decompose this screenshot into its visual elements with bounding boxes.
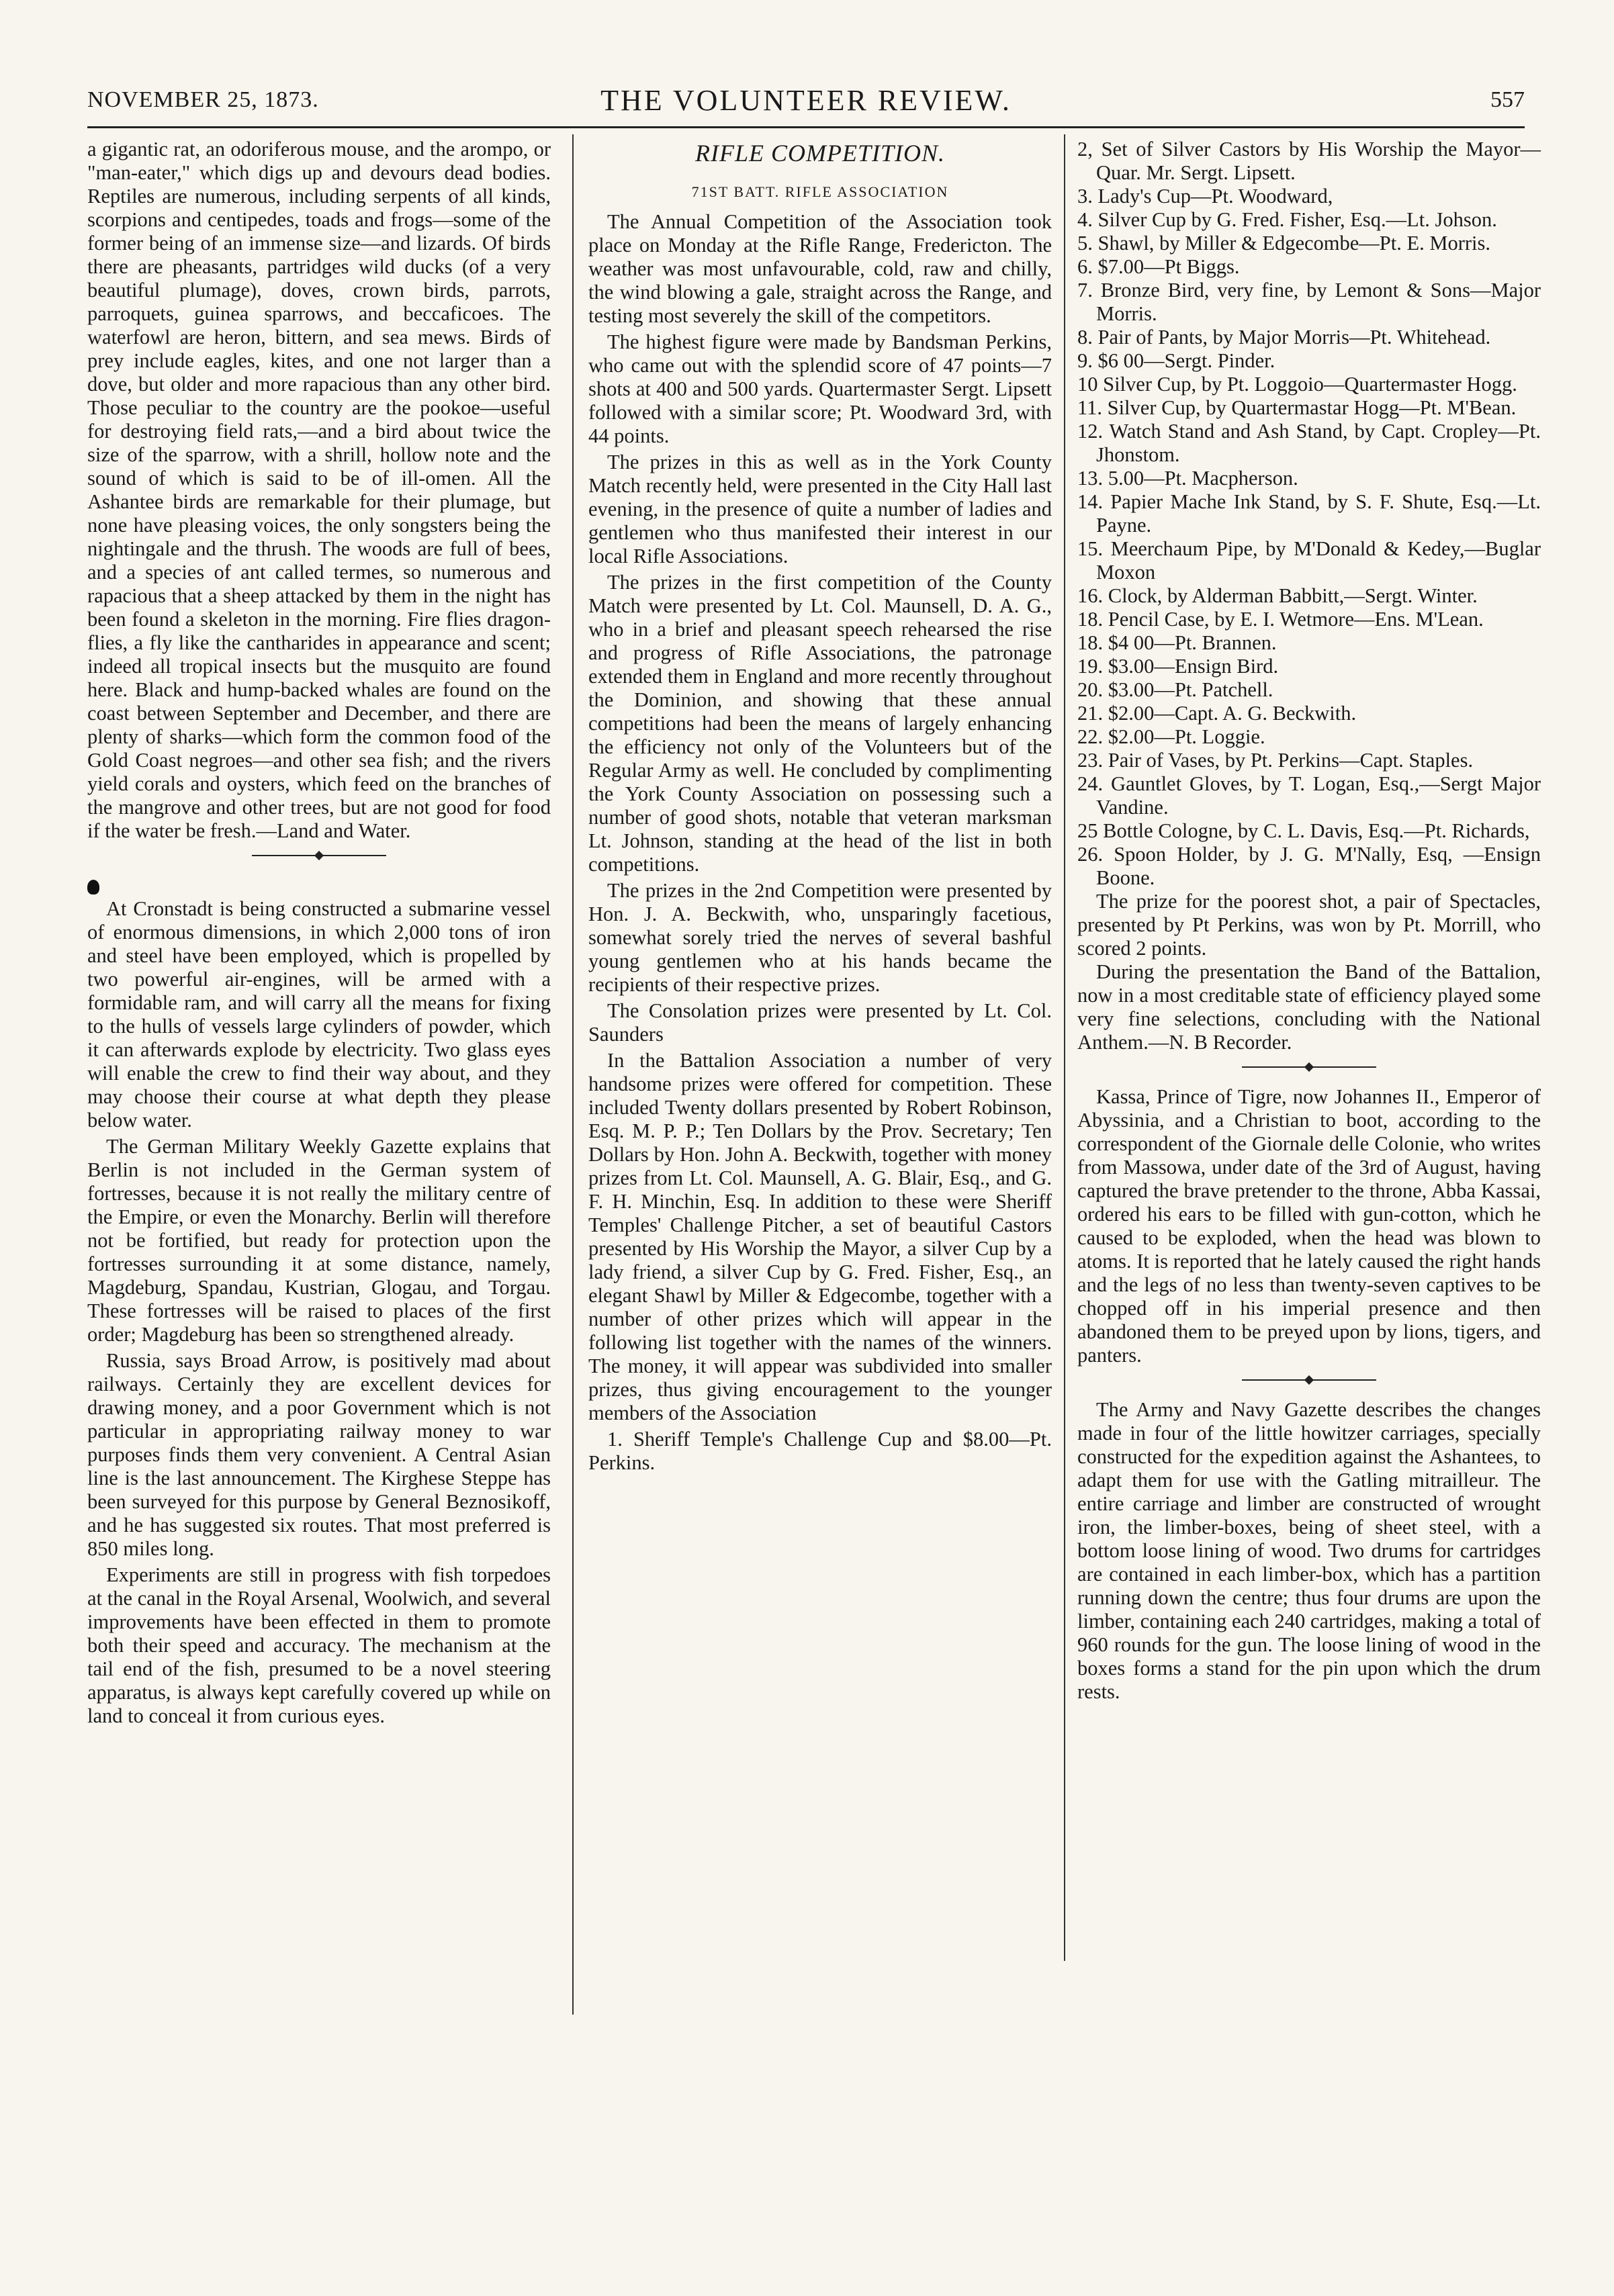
prize-list-item: 18. Pencil Case, by E. I. Wetmore—Ens. M'Lean. xyxy=(1077,608,1484,631)
prize-list-item: 20. $3.00—Pt. Patchell. xyxy=(1077,678,1273,701)
prize-list-item: 8. Pair of Pants, by Major Morris—Pt. Whitehead. xyxy=(1077,326,1491,349)
separator-rule xyxy=(252,855,386,856)
prize-list-item: 13. 5.00—Pt. Macpherson. xyxy=(1077,467,1298,490)
russia-paragraph: Russia, says Broad Arrow, is positively mad about railways. Certainly they are excellent devices for drawing money, and a poor Government which is not particular in appropriating railway money to war purposes finds them very convenient. A Central Asian line is the last announcement. The Kirghese Steppe has been surveyed for this purpose by General Beznosikoff, and he has suggested six routes. That most preferred is 850 miles long. xyxy=(87,1349,551,1560)
prize-list-item: 24. Gauntlet Gloves, by T. Logan, Esq.,—Sergt Major Vandine. xyxy=(1077,772,1541,819)
article-paragraph: In the Battalion Association a number of very handsome prizes were offered for competition. These included Twenty dollars presented by Robert Robinson, Esq. M. P. P.; Ten Dollars by the Prov. Secretary; Ten Dollars by Hon. John A. Beckwith, together with money prizes from Lt. Col. Maunsell, A. G. Blair, Esq., and G. F. H. Minchin, Esq. In addition to these were Sheriff Temples' Challenge Pitcher, a set of beautiful Castors presented by His Worship the Mayor, a silver Cup by a lady friend, a silver Cup by G. Fred. Fisher, Esq., an elegant Shawl by Miller & Edgecombe, together with a number of other prizes which will appear in the following list together with the names of the winners. The money, it will appear was subdivided into smaller prizes, thus giving encouragement to the younger members of the Association xyxy=(588,1049,1052,1424)
prize-list-item: 25 Bottle Cologne, by C. L. Davis, Esq.—Pt. Richards, xyxy=(1077,819,1530,842)
header-date: NOVEMBER 25, 1873. xyxy=(87,87,319,112)
prize-list-item: 21. $2.00—Capt. A. G. Beckwith. xyxy=(1077,702,1357,725)
article-paragraph: The Annual Competition of the Association took place on Monday at the Rifle Range, Fredericton. The weather was most unfavourable, cold, raw and chilly, the wind blowing a gale, straight across the Range, and testing most severely the skill of the competitors. xyxy=(588,210,1052,327)
article-paragraph: The prize for the poorest shot, a pair of Spectacles, presented by Pt Perkins, was won by Pt. Morrill, who scored 2 points. xyxy=(1077,890,1541,960)
torpedo-paragraph: Experiments are still in progress with fish torpedoes at the canal in the Royal Arsenal, Woolwich, and several improvements have been effected in them to promote both their speed and accuracy. The mechanism at the tail end of the fish, presumed to be a novel steering apparatus, is always kept carefully covered up while on land to conceal it from curious eyes. xyxy=(87,1563,551,1727)
prize-list-item: 19. $3.00—Ensign Bird. xyxy=(1077,655,1279,678)
newspaper-title: THE VOLUNTEER REVIEW. xyxy=(600,84,1012,117)
army-navy-gazette-paragraph: The Army and Navy Gazette describes the changes made in four of the little howitzer carriages, specially constructed for the expedition against the Ashantees, to adapt them for use with the Gatling mitrailleur. The entire carriage and limber are constructed of wrought iron, the limber-boxes, being of sheet steel, with a bottom loose lining of wood. Two drums for cartridges are contained in each limber-box, which has a partition running down the centre; thus four drums are upon the limber, containing each 240 cartridges, making a total of 960 rounds for the gun. The loose lining of wood in the boxes forms a stand for the pin upon which the drum rests. xyxy=(1077,1398,1541,1703)
kassa-paragraph: Kassa, Prince of Tigre, now Johannes II., Emperor of Abyssinia, and a Christian to boot, according to the correspondent of the Giornale delle Colonie, who writes from Massowa, under date of the 3rd of August, having captured the brave pretender to the throne, Abba Kassai, ordered his ears to be filled with gun-cotton, which he caused to be exploded, when the head was blown to atoms. It is reported that he lately caused the right hands and the legs of no less than twenty-seven captives to be chopped off in his imperial presence and then abandoned them to be preyed upon by lions, tigers, and panters. xyxy=(1077,1085,1541,1367)
column-rule-1 xyxy=(572,134,574,2015)
prize-list-item: 1. Sheriff Temple's Challenge Cup and $8.00—Pt. Perkins. xyxy=(588,1428,1052,1474)
rifle-association-subheading: 71ST BATT. RIFLE ASSOCIATION xyxy=(691,183,949,200)
article-paragraph: The prizes in the first competition of the County Match were presented by Lt. Col. Maunsell, D. A. G., who in a brief and pleasant speech rehearsed the rise and progress of Rifle Associations, the patronage extended them in England and more recently throughout the Dominion, and showing that these annual competitions had been the means of largely enhancing the efficiency not only of the Volunteers but of the Regular Army as well. He concluded by complimenting the York County Association on possessing such a number of good shots, notable that veteran marksman Lt. Johnson, standing at the head of the list in both competitions. xyxy=(588,571,1052,876)
page-number: 557 xyxy=(1490,87,1525,112)
prize-list-item: 9. $6 00—Sergt. Pinder. xyxy=(1077,349,1275,372)
cronstadt-paragraph: At Cronstadt is being constructed a submarine vessel of enormous dimensions, in which 2,000 tons of iron and steel have been employed, which is propelled by two powerful air-engines, will be armed with a formidable ram, and will carry all the means for fixing to the hulls of vessels large cylinders of powder, which it can afterwards explode by electricity. Two glass eyes will enable the crew to find their way about, and they may choose their course at what depth they please below water. xyxy=(87,897,551,1132)
prize-list-item: 18. $4 00—Pt. Brannen. xyxy=(1077,631,1277,654)
bullet-mark xyxy=(87,874,551,897)
prize-list-item: 14. Papier Mache Ink Stand, by S. F. Shute, Esq.—Lt. Payne. xyxy=(1077,490,1541,537)
ashantee-fauna-paragraph: a gigantic rat, an odoriferous mouse, and the arompo, or "man-eater," which digs up and devours dead bodies. Reptiles are numerous, including serpents of all kinds, scorpions and centipedes, toads and frogs—some of the former being of an immense size—and lizards. Of birds there are pheasants, partridges wild ducks (of a very beautiful plumage), doves, crown birds, parrots, parroquets, guinea sparrows, and beccaficoes. The waterfowl are heron, bittern, and sea mews. Birds of prey include eagles, kites, and one not larger than a dove, but older and more rapacious than any other bird. Those peculiar to the country are the pookoe—useful for destroying field rats,—and a bird about twice the size of the sparrow, with a shrill, hollow note and the sound of which is said to be of ill-omen. All the Ashantee birds are remarkable for their plumage, but none have pleasing voices, the only songsters being the nightingale and the thrush. The woods are full of bees, and a species of ant called termes, so numerous and rapacious that a sheep attacked by them in the night has been found a skeleton in the morning. Fire flies dragon-flies, a fly like the cantharides in appearance and scent; indeed all tropical insects but the musquito are found here. Black and hump-backed whales are found on the coast between September and December, and there are plenty of sharks—which form the common food of the Gold Coast negroes—and other sea fish; and the rivers yield corals and oysters, which feed on the branches of the mangrove and other trees, but are not good for food if the water be fresh.—Land and Water. xyxy=(87,138,551,842)
prize-list-item: 6. $7.00—Pt Biggs. xyxy=(1077,255,1240,278)
separator-rule xyxy=(1242,1066,1376,1068)
article-paragraph: The Consolation prizes were presented by Lt. Col. Saunders xyxy=(588,999,1052,1046)
rifle-competition-heading: RIFLE COMPETITION. xyxy=(695,140,945,167)
prize-list-item: 22. $2.00—Pt. Loggie. xyxy=(1077,725,1265,748)
article-paragraph: The prizes in this as well as in the York County Match recently held, were presented in the City Hall last evening, in the presence of quite a number of ladies and gentlemen who thus manifested their interest in our local Rifle Associations. xyxy=(588,451,1052,567)
column-1 xyxy=(87,138,551,1731)
column-rule-2 xyxy=(1064,134,1065,1961)
separator-rule xyxy=(1242,1379,1376,1381)
prize-list-item: 12. Watch Stand and Ash Stand, by Capt. Cropley—Pt. Jhonstom. xyxy=(1077,420,1541,466)
column-2 xyxy=(588,138,1052,1477)
prize-list-item: 4. Silver Cup by G. Fred. Fisher, Esq.—Lt. Johson. xyxy=(1077,208,1497,231)
page-header xyxy=(87,79,1525,128)
prize-list-item: 2, Set of Silver Castors by His Worship the Mayor—Quar. Mr. Sergt. Lipsett. xyxy=(1077,138,1541,184)
prize-list-item: 23. Pair of Vases, by Pt. Perkins—Capt. Staples. xyxy=(1077,749,1474,772)
prize-list-item: 3. Lady's Cup—Pt. Woodward, xyxy=(1077,185,1333,208)
prize-list-item: 26. Spoon Holder, by J. G. M'Nally, Esq, —Ensign Boone. xyxy=(1077,843,1541,889)
prize-list-item: 16. Clock, by Alderman Babbitt,—Sergt. Winter. xyxy=(1077,584,1478,607)
article-paragraph: The prizes in the 2nd Competition were presented by Hon. J. A. Beckwith, who, unsparingly facetious, somewhat sorely tried the nerves of several bashful young gentlemen who at his hands became the recipients of their respective prizes. xyxy=(588,879,1052,996)
prize-list-item: 10 Silver Cup, by Pt. Loggoio—Quartermaster Hogg. xyxy=(1077,373,1517,396)
article-paragraph: The highest figure were made by Bandsman Perkins, who came out with the splendid score of 47 points—7 shots at 400 and 500 yards. Quartermaster Sergt. Lipsett followed with a similar score; Pt. Woodward 3rd, with 44 points. xyxy=(588,330,1052,447)
berlin-paragraph: The German Military Weekly Gazette explains that Berlin is not included in the German system of fortresses, because it is not really the military centre of the Empire, or even the Monarchy. Berlin will therefore not be fortified, but ready for protection upon the fortresses surrounding it at some distance, namely, Magdeburg, Spandau, Kustrian, Glogau, and Torgau. These fortresses will be raised to places of the first order; Magdeburg has been so strengthened already. xyxy=(87,1135,551,1346)
column-3 xyxy=(1077,138,1541,1704)
prize-list-item: 7. Bronze Bird, very fine, by Lemont & Sons—Major Morris. xyxy=(1077,279,1541,325)
prize-list-item: 11. Silver Cup, by Quartermastar Hogg—Pt. M'Bean. xyxy=(1077,396,1517,419)
prize-list-item: 5. Shawl, by Miller & Edgecombe—Pt. E. Morris. xyxy=(1077,232,1491,255)
prize-list-item: 15. Meerchaum Pipe, by M'Donald & Kedey,—Buglar Moxon xyxy=(1077,537,1541,584)
article-paragraph: During the presentation the Band of the Battalion, now in a most creditable state of efficiency played some very fine selections, concluding with the National Anthem.—N. B Recorder. xyxy=(1077,960,1541,1054)
